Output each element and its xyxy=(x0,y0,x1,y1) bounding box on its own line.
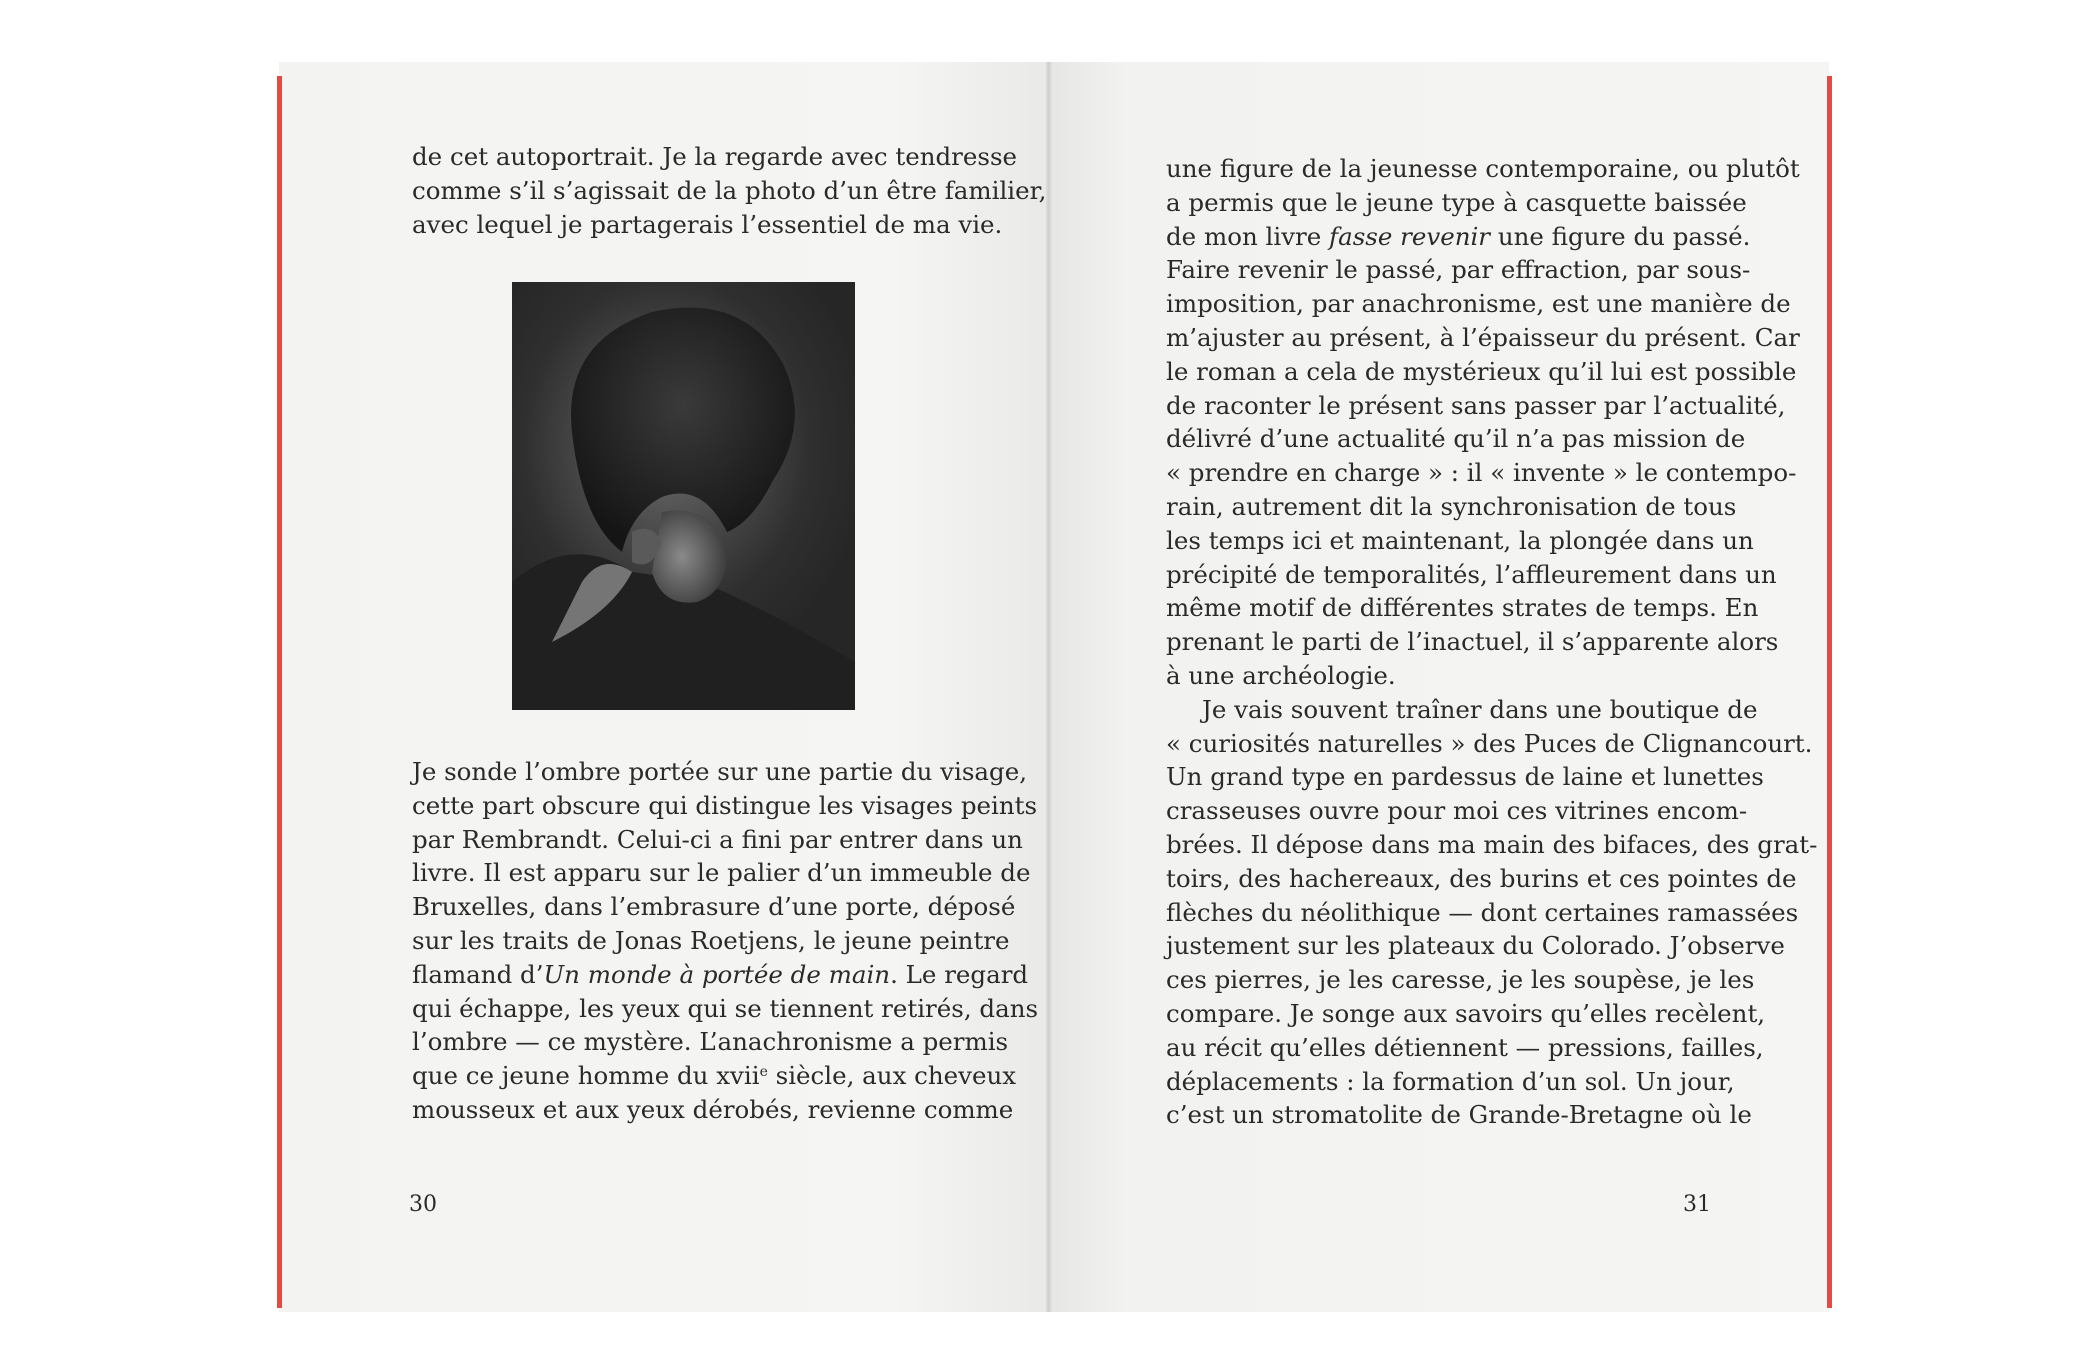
text-line: de cet autoportrait. Je la regarde avec tendresse xyxy=(412,142,1018,171)
rembrandt-portrait-image xyxy=(512,282,855,710)
text-run: que ce jeune homme du xvii xyxy=(412,1061,760,1091)
page-number-left: 30 xyxy=(409,1192,437,1217)
text-line: prenant le parti de l’inactuel, il s’apparente alors xyxy=(1166,627,1779,657)
text-line: Faire revenir le passé, par effraction, par sous- xyxy=(1166,255,1751,285)
text-line: comme s’il s’agissait de la photo d’un être familier, xyxy=(412,175,1047,205)
book-gutter xyxy=(1046,62,1052,1312)
text-line: précipité de temporalités, l’affleurement dans un xyxy=(1166,559,1777,589)
text-line: qui échappe, les yeux qui se tiennent retirés, dans xyxy=(412,993,1039,1023)
text-run: . Le regard xyxy=(890,959,1029,989)
text-line: ces pierres, je les caresse, je les soupèse, je les xyxy=(1166,965,1755,995)
text-line: m’ajuster au présent, à l’épaisseur du présent. Car xyxy=(1166,322,1800,352)
text-line: au récit qu’elles détiennent — pressions, failles, xyxy=(1166,1032,1764,1062)
text-line: l’ombre — ce mystère. L’anachronisme a permis xyxy=(412,1027,1009,1057)
text-line xyxy=(412,958,1029,992)
text-line: une figure de la jeunesse contemporaine, ou plutôt xyxy=(1166,154,1800,183)
text-line xyxy=(412,1059,1017,1093)
text-line: Je sonde l’ombre portée sur une partie du visage, xyxy=(412,757,1027,786)
page-number-right: 31 xyxy=(1683,1192,1711,1217)
text-line: toirs, des hachereaux, des burins et ces pointes de xyxy=(1166,863,1797,893)
text-line: par Rembrandt. Celui-ci a fini par entrer dans un xyxy=(412,824,1023,854)
text-line: cette part obscure qui distingue les visages peints xyxy=(412,790,1038,820)
text-line: imposition, par anachronisme, est une manière de xyxy=(1166,289,1791,319)
text-line: « curiosités naturelles » des Puces de Clignancourt. xyxy=(1166,728,1813,758)
text-line: déplacements : la formation d’un sol. Un jour, xyxy=(1166,1066,1735,1096)
text-line: brées. Il dépose dans ma main des bifaces, des grat- xyxy=(1166,829,1818,859)
text-run: de mon livre xyxy=(1166,221,1330,251)
text-line: même motif de différentes strates de temps. En xyxy=(1166,593,1759,623)
left-paragraph-top xyxy=(412,140,1047,241)
text-line: délivré d’une actualité qu’il n’a pas mission de xyxy=(1166,424,1746,454)
text-line: rain, autrement dit la synchronisation de tous xyxy=(1166,491,1737,521)
text-line: compare. Je songe aux savoirs qu’elles recèlent, xyxy=(1166,998,1766,1028)
book-title-italic: Un monde à portée de main xyxy=(543,959,891,989)
text-line: Je vais souvent traîner dans une boutique de xyxy=(1202,694,1758,724)
text-line: sur les traits de Jonas Roetjens, le jeune peintre xyxy=(412,925,1010,955)
left-paragraph-bottom xyxy=(412,755,1039,1127)
left-page-red-edge xyxy=(277,76,282,1308)
text-line xyxy=(1166,220,1751,254)
text-line: de raconter le présent sans passer par l’actualité, xyxy=(1166,390,1786,420)
text-line: c’est un stromatolite de Grande-Bretagne où le xyxy=(1166,1100,1752,1130)
text-line: les temps ici et maintenant, la plongée dans un xyxy=(1166,525,1754,555)
text-line: flèches du néolithique — dont certaines ramassées xyxy=(1166,897,1799,927)
right-page-text xyxy=(1166,152,1818,1132)
text-line: à une archéologie. xyxy=(1166,660,1396,690)
text-line: le roman a cela de mystérieux qu’il lui est possible xyxy=(1166,356,1797,386)
text-line: a permis que le jeune type à casquette baissée xyxy=(1166,187,1747,217)
right-page-red-edge xyxy=(1827,76,1832,1308)
portrait-illustration xyxy=(512,282,855,710)
text-run: une figure du passé. xyxy=(1490,221,1751,251)
text-line: justement sur les plateaux du Colorado. J’observe xyxy=(1166,931,1785,961)
text-line: crasseuses ouvre pour moi ces vitrines encom- xyxy=(1166,796,1748,826)
text-line: avec lequel je partagerais l’essentiel de ma vie. xyxy=(412,209,1003,239)
emphasis-italic: fasse revenir xyxy=(1329,221,1491,251)
text-line: mousseux et aux yeux dérobés, revienne comme xyxy=(412,1094,1014,1124)
text-line: Un grand type en pardessus de laine et lunettes xyxy=(1166,762,1764,792)
text-line: « prendre en charge » : il « invente » le contempo- xyxy=(1166,458,1797,488)
text-run: flamand d’ xyxy=(412,959,544,989)
superscript: e xyxy=(759,1064,768,1081)
text-run: siècle, aux cheveux xyxy=(767,1061,1017,1091)
text-line: Bruxelles, dans l’embrasure d’une porte, déposé xyxy=(412,892,1016,922)
text-line: livre. Il est apparu sur le palier d’un immeuble de xyxy=(412,858,1031,888)
